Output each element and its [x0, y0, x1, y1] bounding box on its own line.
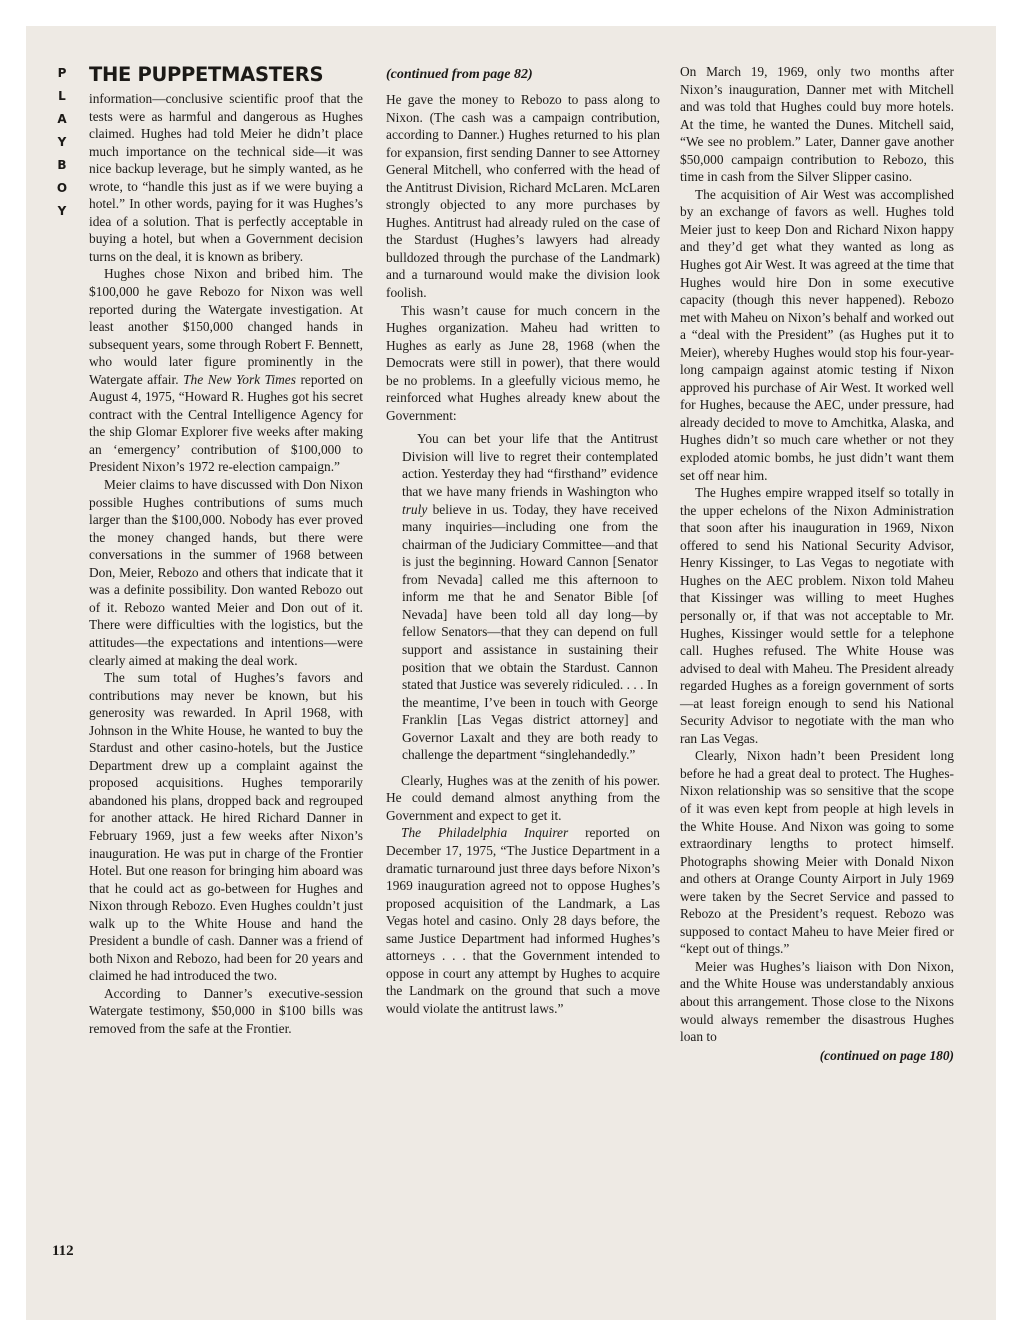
publication-name: The New York Times: [183, 371, 296, 387]
paragraph: The acquisition of Air West was accomplished by an exchange of favors as well. Hughes told Meier just to keep Don and Richard Nixon happy and they’d get what they wanted as long as Hughes got Air West. It was agreed at the time that Hughes would hire Don in some executive capacity (though this never happened). Rebozo met with Maheu on Nixon’s behalf and worked out a “deal with the President” (as Hughes put it to Meier), whereby Hughes would stop his four-year-long campaign against atomic testing if Nixon approved his purchase of Air West. It worked well for Hughes, because the AEC, under pressure, had already decided to move to Amchitka, Alaska, and Hughes didn’t so much care whether or not they exploded atomic bombs, he just didn’t want them set off near him.: [680, 186, 954, 483]
brand-letter: Y: [57, 204, 67, 218]
quote-text: You can bet your life that the Antitrust Division will live to regret their contemplated action. Yesterday they had “firsthand” evidence that we have many friends in Washington who: [402, 431, 658, 500]
paragraph: This wasn’t cause for much concern in the Hughes organization. Maheu had written to Hughes as early as June 28, 1968 (when the Democrats were still in power), that there would be no problems. In a gleefully vicious memo, he reinforced what Hughes already knew about the Government:: [386, 302, 660, 423]
paragraph: Clearly, Nixon hadn’t been President long before he had a great deal to protect. The Hughes-Nixon relationship was so sensitive that the scope of it was even kept from people at high levels in the White House. And Nixon was going to some extraordinary lengths to protect himself. Photographs showing Meier with Donald Nixon and others at Orange County Airport in July 1969 were taken by the Secret Service and passed to Rebozo at the President’s request. Rebozo was supposed to contact Maheu to have Meier fired or “kept out of things.”: [680, 748, 954, 957]
paragraph-text: Hughes chose Nixon and bribed him. The $100,000 he gave Rebozo for Nixon was well reported during the Watergate investigation. At least another $150,000 changed hands in subsequent years, some through Robert F. Bennett, who would later figure prominently in the Watergate affair.: [89, 266, 363, 387]
paragraph: On March 19, 1969, only two months after Nixon’s inauguration, Danner met with Mitchell and was told that Hughes could buy more hotels. At the time, he wanted the Dunes. Mitchell said, “We see no problem.” Later, Danner gave another $50,000 campaign contribution to Rebozo, this time in cash from the Silver Slipper casino.: [680, 64, 954, 185]
brand-letter: B: [57, 158, 67, 172]
brand-letter: P: [57, 66, 67, 80]
paragraph: [386, 824, 660, 1017]
publication-name: The Philadelphia Inquirer: [401, 825, 569, 841]
paragraph: He gave the money to Rebozo to pass along to Nixon. (The cash was a campaign contribution, according to Danner.) Hughes returned to his plan for expansion, first sending Danner to see Attorney General Mitchell, who conferred with the head of the Antitrust Division, Richard McLaren. McLaren strongly objected to any more purchases by Hughes. Antitrust had already ruled on the case of the Stardust (Hughes’s lawyers had already bulldozed through the purchase of the Landmark) and a turnaround would make the division look foolish.: [386, 92, 660, 301]
quote-text: believe in us. Today, they have received many inquiries—including one from the chairman of the Judiciary Committee—and that is just the beginning. Howard Cannon [Senator from Nevada] called me this afternoon to inform me that he and Senator Bible [of Nevada] have been told all day long—by fellow Senators—that they can depend on full support and assistance in sustaining their position that we obtain the Stardust. Cannon stated that Justice was severely ridiculed. . . . In the meantime, I’ve been in touch with George Franklin [Las Vegas district attorney] and Governor Laxalt and they are both ready to challenge the department “singlehandedly.”: [402, 501, 658, 763]
quote-emphasis: truly: [402, 501, 428, 517]
magazine-name-vertical: [52, 62, 72, 223]
article-column-1: [89, 63, 363, 1038]
memo-quote: [386, 430, 660, 763]
paragraph: According to Danner’s executive-session Watergate testimony, $50,000 in $100 bills was removed from the safe at the Frontier.: [89, 985, 363, 1036]
article-column-2: [386, 63, 660, 1017]
article-column-3: [680, 63, 954, 1064]
paragraph: [89, 265, 363, 476]
paragraph-text: reported on December 17, 1975, “The Justice Department in a dramatic turnaround just three days before Nixon’s 1969 inauguration agreed not to oppose Hughes’s proposed acquisition of the Landmark, a Las Vegas hotel and casino. Only 28 days before, the same Justice Department had informed Hughes’s attorneys . . . that the Government intended to oppose in court any attempt by Hughes to acquire the Landmark on the ground that such a move would violate the antitrust laws.”: [386, 825, 661, 1016]
brand-letter: Y: [57, 135, 67, 149]
article-headline: THE PUPPETMASTERS: [89, 63, 324, 86]
paragraph: Clearly, Hughes was at the zenith of his power. He could demand almost anything from the Government and expect to get it.: [386, 772, 660, 823]
quote-paragraph: [402, 430, 658, 763]
continued-from-note: (continued from page 82): [386, 67, 533, 82]
paragraph: The Hughes empire wrapped itself so totally in the upper echelons of the Nixon Administration that soon after his inauguration in 1969, Nixon offered to send his National Security Advisor, Henry Kissinger, to Las Vegas to negotiate with Hughes on the AEC problem. Nixon told Maheu that Kissinger was willing to meet Hughes personally or, if that was not acceptable to Mr. Hughes, Kissinger would settle for a telephone call. Hughes refused. The White House was advised to deal with Maheu. The President already regarded Hughes as a foreign government of sorts—at least foreign enough to send his National Security Advisor to negotiate with the man who ran Las Vegas.: [680, 485, 954, 746]
paragraph-text: reported on August 4, 1975, “Howard R. Hughes got his secret contract with the Central Intelligence Agency for the ship Glomar Explorer five weeks after making an ‘emergency’ contribution of $100,000 to President Nixon’s 1972 re-election campaign.”: [89, 371, 363, 475]
page-number: 112: [52, 1243, 74, 1259]
brand-letter: A: [57, 112, 67, 126]
continued-on-note: (continued on page 180): [819, 1047, 954, 1063]
brand-letter: O: [56, 181, 68, 195]
paragraph: Meier was Hughes’s liaison with Don Nixon, and the White House was understandably anxious about this arrangement. Those close to the Nixons would always remember the disastrous Hughes loan to: [680, 958, 954, 1045]
paragraph: information—conclusive scientific proof that the tests were as harmful and dangerous as Hughes claimed. Hughes had told Meier he didn’t place much importance on the technical side—it was nice backup leverage, but he simply wanted, as he wrote, to “handle this just as if we were buying a hotel.” In other words, paying for it was Hughes’s idea of a solution. That is perfectly acceptable in buying a hotel, but when a Government decision turns on the deal, it is known as bribery.: [89, 91, 363, 264]
paragraph: The sum total of Hughes’s favors and contributions may never be known, but his generosity was rewarded. In April 1968, with Johnson in the White House, he wanted to buy the Stardust and other casino-hotels, but the Justice Department drew up a complaint against the proposed acquisitions. Hughes temporarily abandoned his plans, dropped back and regrouped for another attack. He hired Richard Danner in February 1969, just a few weeks after Nixon’s inauguration. He was put in charge of the Frontier Hotel. But one reason for bringing him aboard was that he could act as go-between for Hughes and Nixon through Rebozo. Even Hughes couldn’t just walk up to the White House and hand the President a bundle of cash. Danner was a friend of both Nixon and Rebozo, had been for 20 years and claimed he had introduced the two.: [89, 670, 363, 984]
paragraph: Meier claims to have discussed with Don Nixon possible Hughes contributions of sums much larger than the $100,000. Nobody has ever proved the money changed hands, but there were conversations in the summer of 1968 between Don, Meier, Rebozo and others that indicate that it was a definite possibility. Don wanted Rebozo out of it. Rebozo wanted Meier and Don out of it. There were difficulties with the logistics, but the attitudes—the expectations and intentions—were clearly aimed at making the deal work.: [89, 477, 363, 668]
brand-letter: L: [58, 89, 66, 103]
